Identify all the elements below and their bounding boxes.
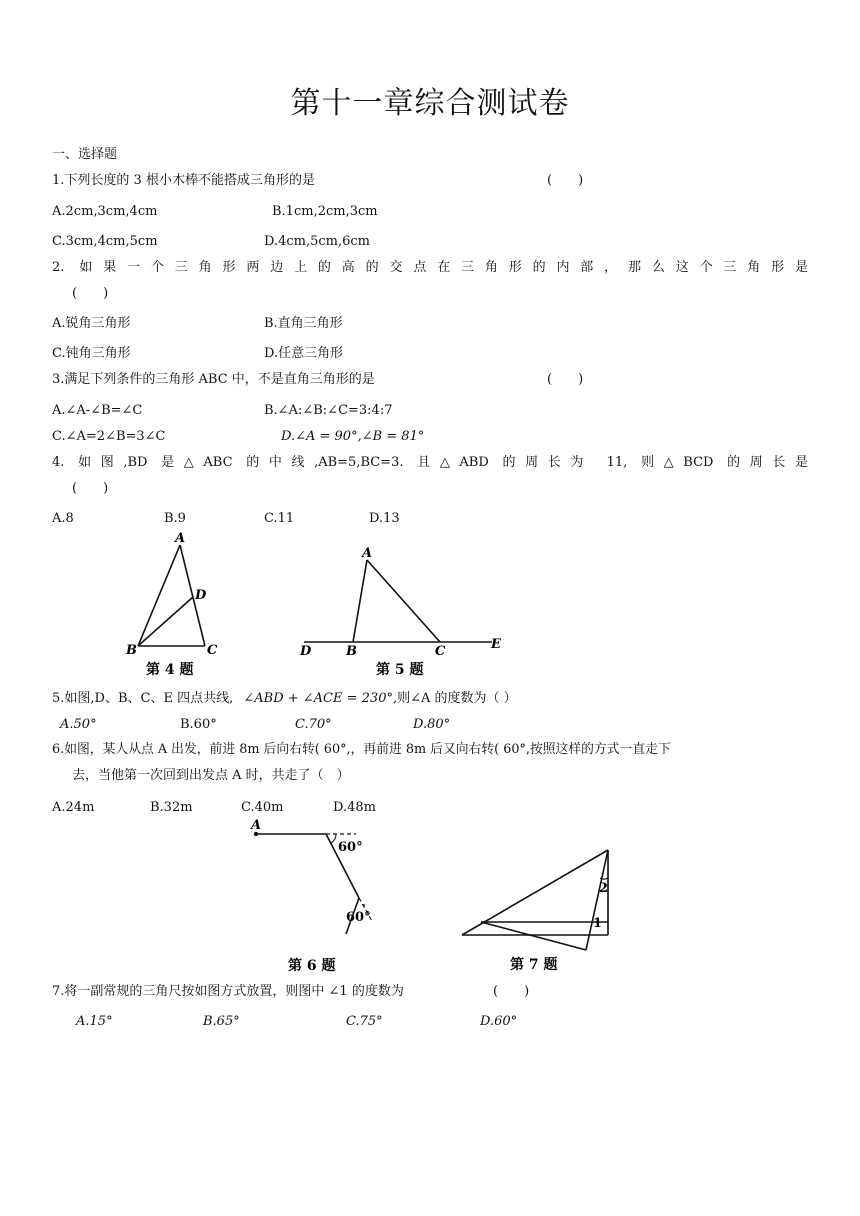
fig5-caption: 第 5 题 (376, 662, 424, 678)
fig5-label-b: B (346, 644, 357, 659)
fig4-side-ab (138, 545, 180, 646)
fig7-angle-arc-2 (600, 878, 608, 879)
q5-stem-pre: 5.如图,D、B、C、E 四点共线, (52, 691, 234, 706)
question-3-stem: 3.满足下列条件的三角形 ABC 中，不是直角三角形的是 (52, 372, 375, 387)
question-4-stem: 4. 如图,BD 是△ABC 的中线,AB=5,BC=3. 且△ABD 的周长为 11, 则△BCD 的周长是 (52, 455, 808, 470)
fig6-angle-arc-1 (331, 834, 336, 843)
figure-4-triangle (120, 530, 240, 680)
fig4-caption: 第 4 题 (146, 662, 194, 678)
q5-option-c: C.70° (295, 717, 332, 732)
fig7-label-1: 1 (593, 916, 603, 931)
fig5-label-d: D (300, 644, 312, 659)
q3-option-d: D.∠A = 90°,∠B = 81° (281, 429, 425, 444)
q3-option-a: A.∠A-∠B=∠C (52, 403, 143, 418)
fig6-caption: 第 6 题 (288, 958, 336, 974)
fig7-label-2: 2 (599, 881, 609, 896)
q5-stem-math: ∠ABD + ∠ACE = 230° (243, 691, 393, 706)
question-4-answer-blank: ( ) (72, 481, 109, 496)
q4-option-c: C.11 (264, 511, 295, 526)
question-1-stem: 1.下列长度的 3 根小木棒不能搭成三角形的是 (52, 173, 315, 188)
question-1-answer-blank: ( ) (547, 173, 584, 188)
question-7-stem: 7.将一副常规的三角尺按如图方式放置，则图中 ∠1 的度数为 (52, 984, 404, 999)
q4-option-d: D.13 (369, 511, 400, 526)
q6-option-d: D.48m (333, 800, 376, 815)
q7-option-a: A.15° (76, 1014, 113, 1029)
fig4-label-a: A (175, 531, 186, 546)
q2-option-a: A.锐角三角形 (52, 316, 131, 331)
fig5-label-a: A (362, 546, 373, 561)
q5-stem-post: ,则∠A 的度数为（ ） (392, 691, 517, 706)
q6-option-c: C.40m (241, 800, 284, 815)
q4-option-b: B.9 (164, 511, 186, 526)
q4-option-a: A.8 (52, 511, 74, 526)
fig5-label-e: E (491, 637, 501, 652)
question-6-stem-line-1: 6.如图，某人从点 A 出发，前进 8m 后向右转( 60°,，再前进 8m 后又向右转( 60°,按照这样的方式一直走下 (52, 742, 671, 757)
fig6-angle-label-1: 60° (338, 840, 363, 855)
q1-option-a: A.2cm,3cm,4cm (52, 204, 158, 219)
fig4-label-d: D (195, 588, 207, 603)
fig5-side-ac (367, 560, 440, 642)
fig7-small-leg-1 (481, 922, 586, 950)
question-7-answer-blank: ( ) (493, 984, 530, 999)
figure-6-path (246, 818, 396, 978)
q2-option-b: B.直角三角形 (264, 316, 343, 331)
q5-option-d: D.80° (413, 717, 451, 732)
q3-option-b: B.∠A:∠B:∠C=3:4:7 (264, 403, 393, 418)
question-6-stem-line-2: 去，当他第一次回到出发点 A 时，共走了（ ） (72, 768, 350, 783)
fig4-label-c: C (207, 643, 218, 658)
q3-option-c: C.∠A=2∠B=3∠C (52, 429, 166, 444)
figure-7-set-squares (455, 840, 625, 975)
q5-option-b: B.60° (180, 717, 217, 732)
fig6-label-a: A (251, 818, 262, 833)
q7-option-c: C.75° (346, 1014, 383, 1029)
question-2-answer-blank: ( ) (72, 286, 109, 301)
q1-option-b: B.1cm,2cm,3cm (272, 204, 378, 219)
page-title: 第十一章综合测试卷 (290, 86, 570, 121)
fig5-side-ab (353, 560, 367, 642)
fig7-caption: 第 7 题 (510, 957, 558, 973)
section-heading: 一、选择题 (52, 147, 118, 162)
fig4-median-bd (138, 597, 193, 646)
question-3-answer-blank: ( ) (547, 372, 584, 387)
q7-option-d: D.60° (480, 1014, 518, 1029)
q2-option-c: C.钝角三角形 (52, 346, 131, 361)
q1-option-d: D.4cm,5cm,6cm (264, 234, 370, 249)
q5-option-a: A.50° (60, 717, 97, 732)
figure-5-triangle (296, 540, 511, 680)
q6-option-a: A.24m (52, 800, 95, 815)
q1-option-c: C.3cm,4cm,5cm (52, 234, 158, 249)
fig4-label-b: B (126, 643, 137, 658)
question-5-stem (52, 690, 517, 708)
q7-option-b: B.65° (203, 1014, 240, 1029)
question-2-stem: 2. 如果一个三角形两边上的高的交点在三角形的内部，那么这个三角形是 (52, 260, 808, 275)
q6-option-b: B.32m (150, 800, 193, 815)
q2-option-d: D.任意三角形 (264, 346, 344, 361)
fig6-angle-label-2: 60° (346, 910, 371, 925)
fig5-label-c: C (435, 644, 446, 659)
